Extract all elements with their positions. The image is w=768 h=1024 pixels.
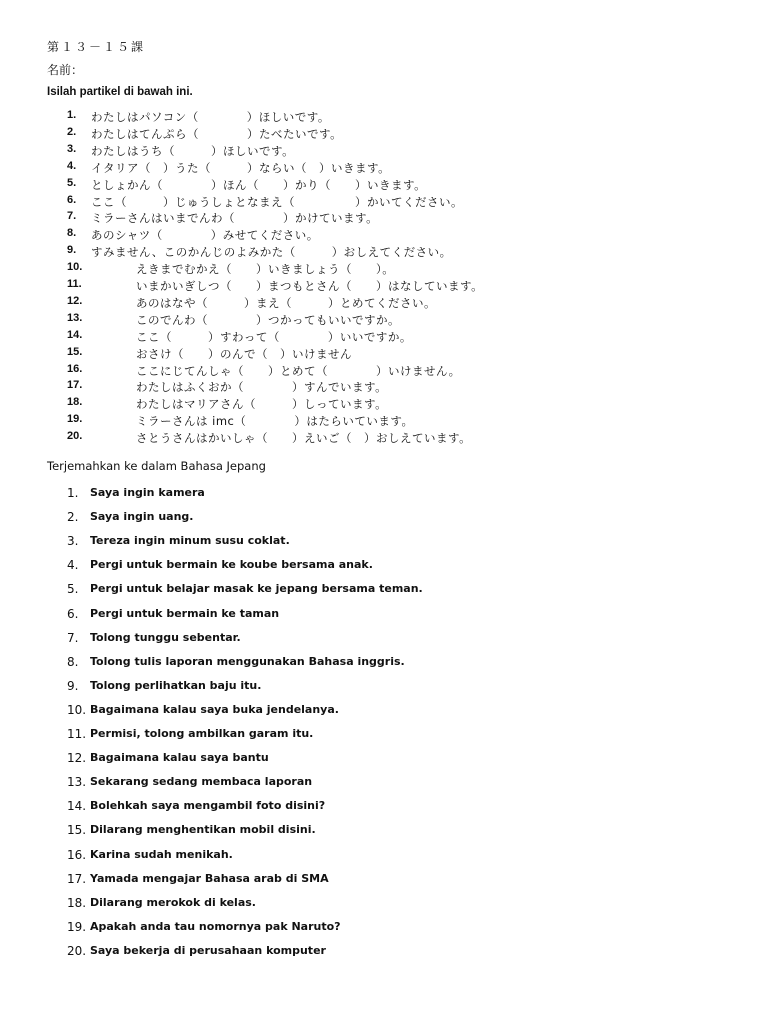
item-number: 10. bbox=[67, 702, 87, 717]
item-number: 11. bbox=[67, 278, 82, 290]
item-text: Pergi untuk bermain ke koube bersama anak. bbox=[90, 558, 373, 572]
item-number: 5. bbox=[67, 176, 77, 189]
item-number: 13. bbox=[67, 311, 83, 324]
item-number: 8. bbox=[67, 654, 79, 669]
item-number: 3. bbox=[67, 142, 77, 155]
item-number: 18. bbox=[67, 895, 87, 910]
item-number: 6. bbox=[67, 193, 77, 206]
item-number: 11. bbox=[67, 727, 87, 741]
item-text: Saya ingin kamera bbox=[90, 486, 205, 499]
item-text: Bagaimana kalau saya bantu bbox=[90, 751, 269, 765]
item-number: 19. bbox=[67, 413, 83, 426]
item-text: Dilarang menghentikan mobil disini. bbox=[90, 823, 316, 837]
item-number: 2. bbox=[67, 125, 77, 138]
item-text: Karina sudah menikah. bbox=[90, 847, 233, 861]
item-number: 17. bbox=[67, 871, 87, 886]
item-number: 16. bbox=[67, 847, 87, 862]
item-text: すみません、このかんじのよみかた（ ）おしえてください。 bbox=[91, 245, 452, 260]
section-2-title: Terjemahkan ke dalam Bahasa Jepang bbox=[47, 459, 266, 473]
item-text: ここにじてんしゃ（ ）とめて（ ）いけません。 bbox=[136, 363, 461, 378]
item-text: Permisi, tolong ambilkan garam itu. bbox=[90, 727, 314, 740]
item-text: Tereza ingin minum susu coklat. bbox=[90, 534, 290, 548]
item-text: Yamada mengajar Bahasa arab di SMA bbox=[90, 871, 329, 885]
item-text: わたしはうち（ ）ほしいです。 bbox=[91, 143, 295, 158]
item-text: Saya ingin uang. bbox=[90, 510, 194, 524]
item-text: Tolong perlihatkan baju itu. bbox=[90, 678, 262, 692]
item-number: 12. bbox=[67, 751, 87, 766]
section-1-title: Isilah partikel di bawah ini. bbox=[47, 86, 193, 98]
item-text: おさけ（ ）のんで（ ）いけません bbox=[136, 346, 352, 361]
item-number: 14. bbox=[67, 328, 83, 341]
item-number: 16. bbox=[67, 362, 83, 375]
item-number: 2. bbox=[67, 510, 79, 525]
item-number: 15. bbox=[67, 823, 87, 838]
item-number: 6. bbox=[67, 606, 79, 621]
item-text: Bagaimana kalau saya buka jendelanya. bbox=[90, 702, 339, 716]
item-number: 9. bbox=[67, 678, 79, 693]
item-text: としょかん（ ）ほん（ ）かり（ ）いきます。 bbox=[91, 177, 427, 192]
item-number: 9. bbox=[67, 244, 77, 257]
item-text: Tolong tulis laporan menggunakan Bahasa inggris. bbox=[90, 654, 405, 668]
item-number: 1. bbox=[67, 109, 77, 121]
item-text: ここ（ ）じゅうしょとなまえ（ ）かいてください。 bbox=[91, 194, 463, 209]
lesson-title: 第１３－１５課 bbox=[47, 40, 146, 54]
item-text: わたしはマリアさん（ ）しっています。 bbox=[136, 397, 388, 412]
item-text: このでんわ（ ）つかってもいいですか。 bbox=[136, 312, 400, 327]
item-number: 8. bbox=[67, 227, 77, 240]
item-number: 14. bbox=[67, 799, 87, 814]
name-label: 名前： bbox=[47, 63, 84, 77]
item-text: Dilarang merokok di kelas. bbox=[90, 895, 256, 909]
item-text: ミラーさんは imc（ ）はたらいています。 bbox=[136, 414, 414, 429]
item-number: 7. bbox=[67, 630, 79, 645]
item-number: 5. bbox=[67, 582, 79, 597]
item-text: Tolong tunggu sebentar. bbox=[90, 630, 241, 644]
item-text: ミラーさんはいまでんわ（ ）かけています。 bbox=[91, 211, 379, 226]
item-number: 4. bbox=[67, 159, 77, 172]
item-text: あのはなや（ ）まえ（ ）とめてください。 bbox=[136, 295, 436, 310]
item-text: わたしはてんぷら（ ）たべたいです。 bbox=[91, 126, 343, 141]
item-number: 19. bbox=[67, 919, 87, 934]
item-text: Saya bekerja di perusahaan komputer bbox=[90, 943, 326, 957]
item-number: 3. bbox=[67, 534, 79, 549]
item-text: Pergi untuk belajar masak ke jepang bersama teman. bbox=[90, 582, 423, 596]
item-text: Apakah anda tau nomornya pak Naruto? bbox=[90, 919, 341, 933]
item-number: 10. bbox=[67, 261, 83, 274]
item-number: 20. bbox=[67, 943, 87, 958]
item-text: Bolehkah saya mengambil foto disini? bbox=[90, 799, 326, 813]
item-text: わたしはふくおか（ ）すんでいます。 bbox=[136, 380, 388, 395]
item-number: 7. bbox=[67, 210, 77, 223]
item-text: あのシャツ（ ）みせてください。 bbox=[91, 228, 319, 243]
item-number: 1. bbox=[67, 486, 79, 500]
item-text: いまかいぎしつ（ ）まつもとさん（ ）はなしています。 bbox=[136, 279, 484, 293]
item-number: 13. bbox=[67, 775, 87, 790]
item-number: 18. bbox=[67, 396, 83, 409]
item-text: Pergi untuk bermain ke taman bbox=[90, 606, 280, 620]
item-number: 12. bbox=[67, 294, 83, 307]
item-text: わたしはパソコン（ ）ほしいです。 bbox=[91, 110, 330, 124]
item-text: えきまでむかえ（ ）いきましょう（ ）。 bbox=[136, 262, 395, 277]
item-text: Sekarang sedang membaca laporan bbox=[90, 775, 313, 789]
item-text: ここ（ ）すわって（ ）いいですか。 bbox=[136, 329, 412, 344]
item-number: 4. bbox=[67, 558, 79, 573]
item-number: 15. bbox=[67, 345, 83, 358]
item-text: さとうさんはかいしゃ（ ）えいご（ ）おしえています。 bbox=[136, 431, 472, 446]
item-number: 17. bbox=[67, 379, 83, 392]
item-text: イタリア（ ）うた（ ）ならい（ ）いきます。 bbox=[91, 160, 391, 175]
item-number: 20. bbox=[67, 430, 83, 443]
